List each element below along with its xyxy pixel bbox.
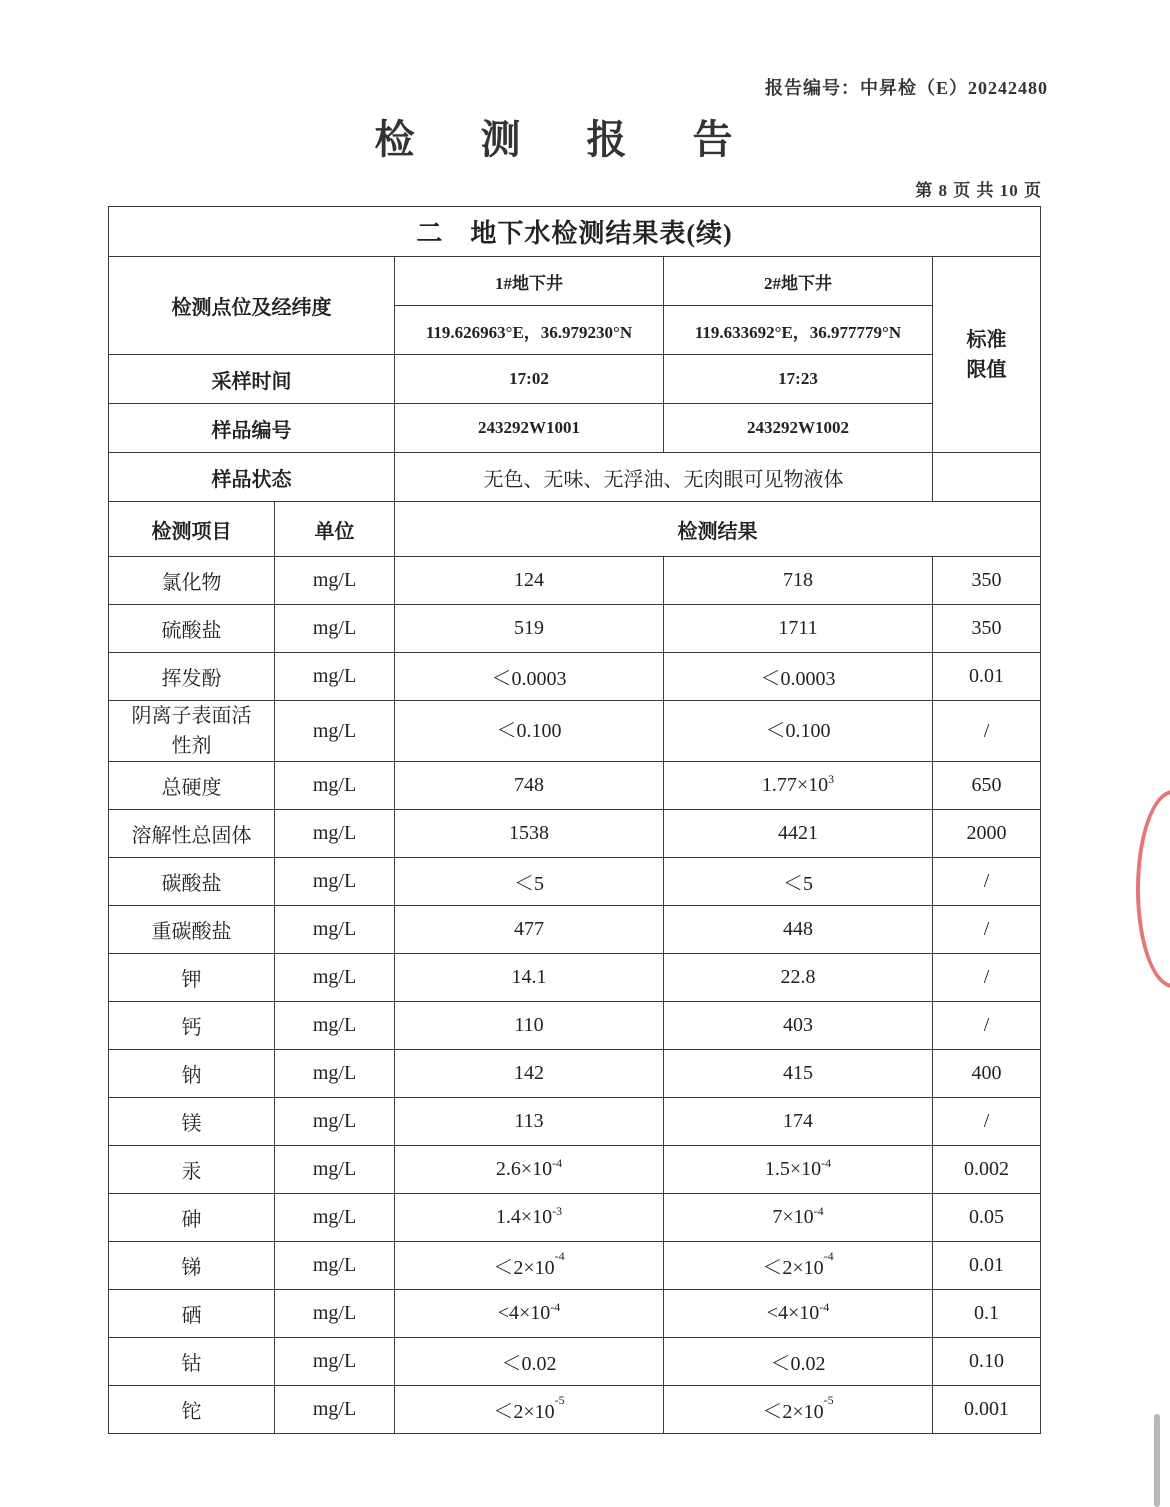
value-base: 1.4×10 — [495, 1206, 553, 1228]
table-row — [109, 1386, 1041, 1434]
table-row — [109, 1194, 1041, 1242]
unit: mg/L — [275, 1098, 395, 1146]
unit: mg/L — [275, 858, 395, 906]
table-row — [109, 1242, 1041, 1290]
standard-limit-label — [933, 257, 1041, 453]
table-row — [109, 858, 1041, 906]
col-result-header: 检测结果 — [395, 502, 1041, 557]
standard-limit: / — [933, 1002, 1041, 1050]
sample-id-label: 样品编号 — [109, 404, 395, 453]
table-row — [109, 1002, 1041, 1050]
standard-limit: / — [933, 1098, 1041, 1146]
site-2-value: 448 — [664, 906, 933, 954]
site-2-value — [664, 1386, 933, 1434]
table-row — [109, 1146, 1041, 1194]
table-row — [109, 653, 1041, 701]
table-row — [109, 1290, 1041, 1338]
site-2-name: 2#地下井 — [664, 257, 933, 306]
red-seal-stamp — [1136, 790, 1170, 988]
value-exponent: -4 — [821, 1156, 832, 1170]
table-row — [109, 810, 1041, 858]
sample-state-value: 无色、无味、无浮油、无肉眼可见物液体 — [395, 453, 933, 502]
site-2-coords: 119.633692°E，36.977779°N — [664, 306, 933, 355]
item-name: 硒 — [109, 1290, 275, 1338]
standard-limit: 0.1 — [933, 1290, 1041, 1338]
value-exponent: -5 — [554, 1393, 565, 1407]
value-exponent: 3 — [828, 772, 835, 786]
value-base: ＜2×10 — [762, 1401, 824, 1423]
standard-limit: 350 — [933, 605, 1041, 653]
item-name: 铊 — [109, 1386, 275, 1434]
table-row — [109, 954, 1041, 1002]
value-base: 2.6×10 — [495, 1158, 553, 1180]
unit: mg/L — [275, 1242, 395, 1290]
unit: mg/L — [275, 1146, 395, 1194]
report-number: 报告编号：中昇检（E）20242480 — [764, 78, 1048, 98]
unit: mg/L — [275, 605, 395, 653]
site-2-value: ＜0.0003 — [664, 653, 933, 701]
standard-limit: 650 — [933, 762, 1041, 810]
site-1-value: ＜0.100 — [395, 701, 664, 762]
site-1-value: 110 — [395, 1002, 664, 1050]
site-1-value: 113 — [395, 1098, 664, 1146]
site-2-value: ＜0.100 — [664, 701, 933, 762]
item-name: 氯化物 — [109, 557, 275, 605]
table-row — [109, 605, 1041, 653]
unit: mg/L — [275, 653, 395, 701]
site-1-value: ＜0.0003 — [395, 653, 664, 701]
site-2-value: 4421 — [664, 810, 933, 858]
site-2-value: 403 — [664, 1002, 933, 1050]
site-2-value: 415 — [664, 1050, 933, 1098]
site-2-sample-id: 243292W1002 — [664, 404, 933, 453]
value-exponent: -5 — [823, 1393, 834, 1407]
value-base: ＜2×10 — [493, 1401, 555, 1423]
value-base: <4×10 — [766, 1302, 820, 1324]
table-row — [109, 762, 1041, 810]
site-2-value: ＜0.02 — [664, 1338, 933, 1386]
standard-limit: / — [933, 701, 1041, 762]
col-item-header: 检测项目 — [109, 502, 275, 557]
site-1-sample-id: 243292W1001 — [395, 404, 664, 453]
site-2-value: 174 — [664, 1098, 933, 1146]
site-2-value: 22.8 — [664, 954, 933, 1002]
table-row — [109, 1338, 1041, 1386]
site-1-value — [395, 1290, 664, 1338]
item-name: 钙 — [109, 1002, 275, 1050]
site-2-value — [664, 1242, 933, 1290]
results-body — [109, 557, 1041, 1434]
item-name: 重碳酸盐 — [109, 906, 275, 954]
site-1-value: 14.1 — [395, 954, 664, 1002]
standard-limit: 0.01 — [933, 653, 1041, 701]
report-title: 检 测 报 告 — [374, 117, 761, 162]
standard-limit: 0.01 — [933, 1242, 1041, 1290]
results-table — [108, 206, 1041, 1434]
unit: mg/L — [275, 557, 395, 605]
value-exponent: -4 — [552, 1156, 563, 1170]
item-name: 汞 — [109, 1146, 275, 1194]
value-exponent: -4 — [550, 1300, 561, 1314]
value-base: 1.5×10 — [764, 1158, 822, 1180]
site-1-value: 1538 — [395, 810, 664, 858]
site-2-value: ＜5 — [664, 858, 933, 906]
site-2-value: 718 — [664, 557, 933, 605]
table-row — [109, 701, 1041, 762]
item-name: 挥发酚 — [109, 653, 275, 701]
section-title: 二 地下水检测结果表(续) — [109, 207, 1041, 257]
value-base: 1.77×10 — [761, 774, 829, 796]
item-name: 硫酸盐 — [109, 605, 275, 653]
standard-limit: 0.001 — [933, 1386, 1041, 1434]
unit: mg/L — [275, 1002, 395, 1050]
site-2-value: 1711 — [664, 605, 933, 653]
standard-limit-text: 标准限值 — [966, 328, 1007, 381]
standard-limit: 350 — [933, 557, 1041, 605]
page-info: 第 8 页 共 10 页 — [915, 181, 1042, 200]
standard-limit: 2000 — [933, 810, 1041, 858]
unit: mg/L — [275, 954, 395, 1002]
standard-limit: / — [933, 954, 1041, 1002]
value-base: 7×10 — [772, 1206, 814, 1228]
value-base: ＜2×10 — [493, 1257, 555, 1279]
table-row — [109, 557, 1041, 605]
item-name: 砷 — [109, 1194, 275, 1242]
value-exponent: -4 — [823, 1249, 834, 1263]
unit: mg/L — [275, 762, 395, 810]
item-name: 锑 — [109, 1242, 275, 1290]
site-1-value: 748 — [395, 762, 664, 810]
unit: mg/L — [275, 1050, 395, 1098]
table-row — [109, 1050, 1041, 1098]
site-1-value: 124 — [395, 557, 664, 605]
scrollbar[interactable] — [1154, 1414, 1160, 1507]
unit: mg/L — [275, 906, 395, 954]
value-exponent: -4 — [813, 1204, 824, 1218]
standard-limit-spacer — [933, 453, 1041, 502]
standard-limit: / — [933, 858, 1041, 906]
table-row — [109, 906, 1041, 954]
site-1-value: 477 — [395, 906, 664, 954]
standard-limit: / — [933, 906, 1041, 954]
unit: mg/L — [275, 701, 395, 762]
site-1-value — [395, 1194, 664, 1242]
sample-state-label: 样品状态 — [109, 453, 395, 502]
site-1-value: ＜0.02 — [395, 1338, 664, 1386]
site-1-value — [395, 1146, 664, 1194]
sampling-time-label: 采样时间 — [109, 355, 395, 404]
value-base: <4×10 — [497, 1302, 551, 1324]
value-exponent: -3 — [552, 1204, 563, 1218]
item-name: 溶解性总固体 — [109, 810, 275, 858]
value-exponent: -4 — [554, 1249, 565, 1263]
site-1-value: ＜5 — [395, 858, 664, 906]
site-2-value — [664, 1290, 933, 1338]
site-2-time: 17:23 — [664, 355, 933, 404]
unit: mg/L — [275, 1194, 395, 1242]
site-1-time: 17:02 — [395, 355, 664, 404]
site-1-value: 519 — [395, 605, 664, 653]
item-name: 总硬度 — [109, 762, 275, 810]
table-row — [109, 1098, 1041, 1146]
unit: mg/L — [275, 1386, 395, 1434]
standard-limit: 0.10 — [933, 1338, 1041, 1386]
unit: mg/L — [275, 1290, 395, 1338]
site-1-coords: 119.626963°E，36.979230°N — [395, 306, 664, 355]
standard-limit: 0.05 — [933, 1194, 1041, 1242]
value-exponent: -4 — [819, 1300, 830, 1314]
site-2-value — [664, 1194, 933, 1242]
item-name: 镁 — [109, 1098, 275, 1146]
site-1-value — [395, 1386, 664, 1434]
standard-limit: 400 — [933, 1050, 1041, 1098]
item-name: 钾 — [109, 954, 275, 1002]
site-1-value — [395, 1242, 664, 1290]
item-name: 碳酸盐 — [109, 858, 275, 906]
location-label: 检测点位及经纬度 — [109, 257, 395, 355]
site-1-name: 1#地下井 — [395, 257, 664, 306]
item-name: 钠 — [109, 1050, 275, 1098]
col-unit-header: 单位 — [275, 502, 395, 557]
unit: mg/L — [275, 810, 395, 858]
site-2-value — [664, 1146, 933, 1194]
item-name: 钴 — [109, 1338, 275, 1386]
unit: mg/L — [275, 1338, 395, 1386]
site-1-value: 142 — [395, 1050, 664, 1098]
standard-limit: 0.002 — [933, 1146, 1041, 1194]
value-base: ＜2×10 — [762, 1257, 824, 1279]
site-2-value — [664, 762, 933, 810]
item-name: 阴离子表面活性剂 — [109, 701, 275, 762]
